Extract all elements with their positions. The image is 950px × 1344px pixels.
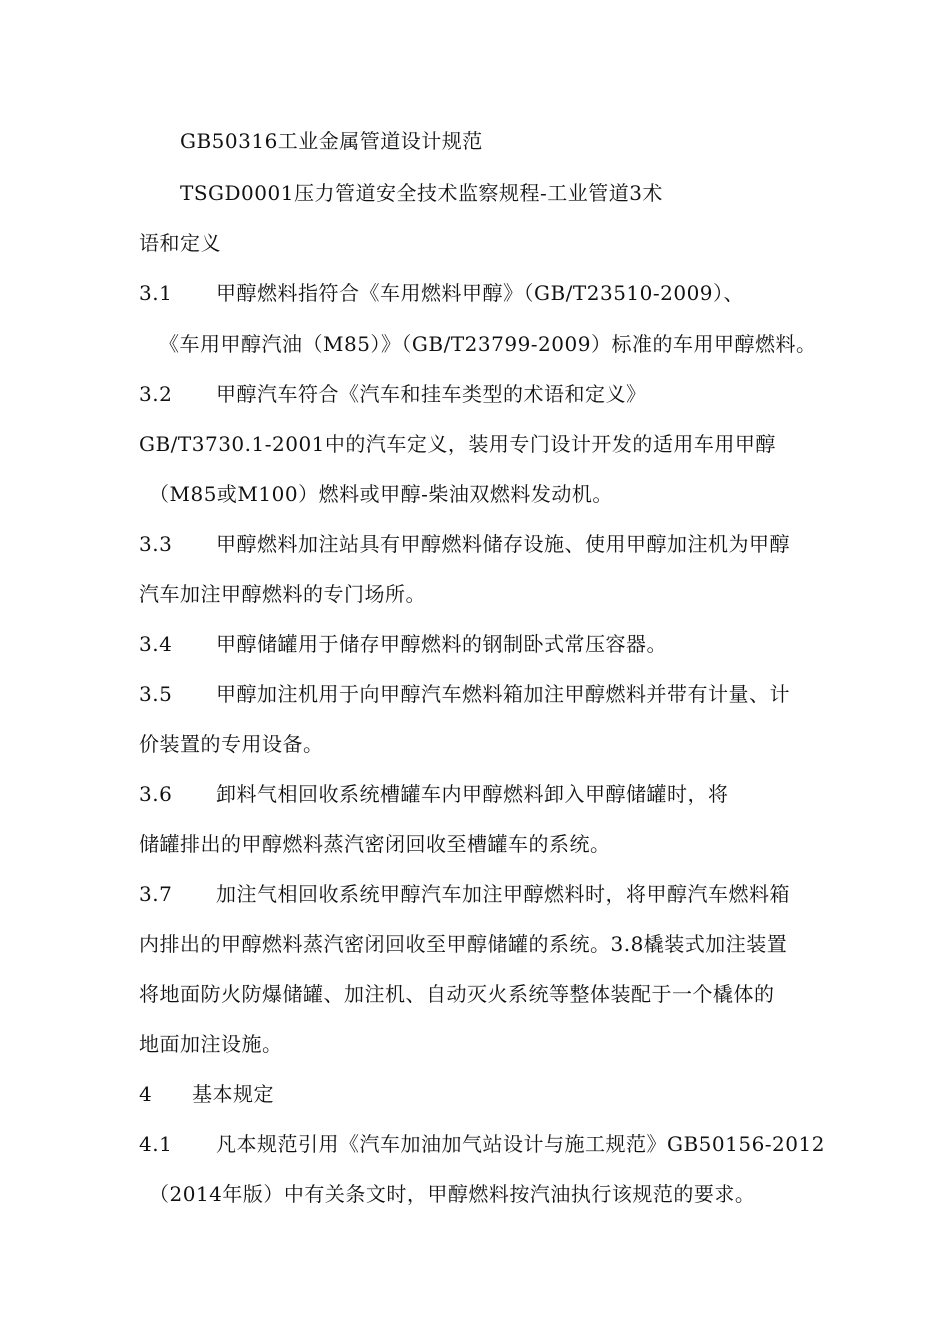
clause-3-3-cont bbox=[139, 581, 426, 607]
clause-3-8-cont2 bbox=[139, 1031, 283, 1057]
text: 地面加注设施。 bbox=[139, 1032, 283, 1056]
clause-text: 凡本规范引用《汽车加油加气站设计与施工规范》GB50156-2012 bbox=[216, 1132, 825, 1156]
clause-text: 甲醇储罐用于储存甲醇燃料的钢制卧式常压容器。 bbox=[216, 632, 667, 656]
clause-number: 3.7 bbox=[139, 882, 173, 906]
section-title: 基本规定 bbox=[192, 1082, 274, 1106]
clause-3-8-cont bbox=[139, 981, 775, 1007]
clause-3-7 bbox=[139, 881, 790, 907]
section-number: 4 bbox=[139, 1082, 153, 1106]
text: TSGD0001压力管道安全技术监察规程-工业管道3术 bbox=[180, 181, 663, 205]
text: GB50316工业金属管道设计规范 bbox=[180, 129, 483, 153]
clause-text: 甲醇加注机用于向甲醇汽车燃料箱加注甲醇燃料并带有计量、计 bbox=[216, 682, 790, 706]
clause-3-4 bbox=[139, 631, 667, 657]
clause-3-7-cont bbox=[139, 931, 787, 957]
text: GB/T3730.1-2001中的汽车定义，装用专门设计开发的适用车用甲醇 bbox=[139, 432, 776, 456]
clause-4-1 bbox=[139, 1131, 825, 1157]
text: 汽车加注甲醇燃料的专门场所。 bbox=[139, 582, 426, 606]
text: 语和定义 bbox=[139, 231, 221, 255]
clause-3-5 bbox=[139, 681, 790, 707]
clause-text: 甲醇燃料加注站具有甲醇燃料储存设施、使用甲醇加注机为甲醇 bbox=[216, 532, 790, 556]
text: 价装置的专用设备。 bbox=[139, 732, 324, 756]
text: 《车用甲醇汽油（M85）》（GB/T23799-2009）标准的车用甲醇燃料。 bbox=[159, 332, 817, 356]
clause-number: 3.5 bbox=[139, 682, 173, 706]
reference-gb50316 bbox=[180, 128, 483, 154]
clause-3-3 bbox=[139, 531, 790, 557]
text: （2014年版）中有关条文时，甲醇燃料按汽油执行该规范的要求。 bbox=[149, 1182, 756, 1206]
clause-text: 甲醇燃料指符合《车用燃料甲醇》（GB/T23510-2009）、 bbox=[216, 281, 745, 305]
clause-number: 3.6 bbox=[139, 782, 173, 806]
clause-number: 3.3 bbox=[139, 532, 173, 556]
clause-number: 3.2 bbox=[139, 382, 173, 406]
section-heading-continuation bbox=[139, 230, 221, 256]
clause-3-2-cont bbox=[139, 431, 776, 457]
clause-4-1-cont bbox=[149, 1181, 755, 1207]
clause-3-2-cont2 bbox=[149, 481, 613, 507]
text: 内排出的甲醇燃料蒸汽密闭回收至甲醇储罐的系统。3.8橇装式加注装置 bbox=[139, 932, 788, 956]
text: 储罐排出的甲醇燃料蒸汽密闭回收至槽罐车的系统。 bbox=[139, 832, 611, 856]
clause-3-2 bbox=[139, 381, 647, 407]
text: （M85或M100）燃料或甲醇-柴油双燃料发动机。 bbox=[149, 482, 613, 506]
reference-tsgd0001 bbox=[180, 180, 663, 206]
clause-3-1 bbox=[139, 280, 744, 306]
clause-3-1-cont bbox=[159, 331, 816, 357]
text: 将地面防火防爆储罐、加注机、自动灭火系统等整体装配于一个橇体的 bbox=[139, 982, 775, 1006]
clause-text: 甲醇汽车符合《汽车和挂车类型的术语和定义》 bbox=[216, 382, 647, 406]
clause-number: 4.1 bbox=[139, 1132, 173, 1156]
clause-text: 卸料气相回收系统槽罐车内甲醇燃料卸入甲醇储罐时，将 bbox=[216, 782, 729, 806]
clause-3-6 bbox=[139, 781, 729, 807]
clause-text: 加注气相回收系统甲醇汽车加注甲醇燃料时，将甲醇汽车燃料箱 bbox=[216, 882, 790, 906]
clause-number: 3.1 bbox=[139, 281, 173, 305]
clause-number: 3.4 bbox=[139, 632, 173, 656]
clause-3-5-cont bbox=[139, 731, 324, 757]
clause-3-6-cont bbox=[139, 831, 611, 857]
section-4-heading bbox=[139, 1081, 274, 1107]
